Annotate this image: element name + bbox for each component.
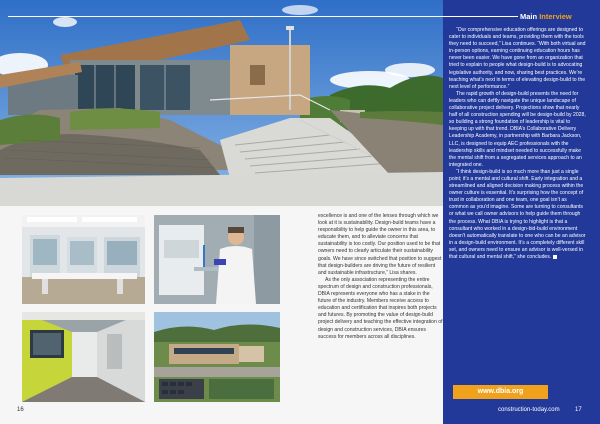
corridor-photo — [22, 312, 145, 402]
header-word-interview: Interview — [539, 12, 572, 21]
hero-photo — [0, 0, 443, 206]
end-mark-icon — [553, 255, 557, 259]
aerial-photo — [154, 312, 280, 402]
column-paragraph: As the only association representing the entire spectrum of design and construction professionals, DBIA represents everyone who has a stake in the future of the industry. Members receive access to education and certification that inspires both projects and futures. By promoting the value of design-build project delivery and teaching the effective integration of design and construction services, DBIA ensures success for members across all disciplines. — [318, 276, 443, 340]
panel-paragraph: “Our comprehensive education offerings are designed to cater to individuals and teams, providing them with the tools they need to succeed,” Lisa continues. “With both virtual and in-person options, earning continuing education hours has never been easier. We have gone from an organization that tried to explain to people what design-build is to advocating legislative authority, and now, sharing best practices. We’re teaching what’s next in terms of elevating design-build to the next level of performance.” — [449, 27, 586, 90]
article-column — [318, 213, 443, 403]
column-paragraph: excellence is and one of the lenses through which we look at it is sustainability. Design-build teams have a responsibility to help guide the owner in this area, to educate them, and to alleviate concerns that sustainability is too costly. Our position used to be that owners need to clearly articulate their sustainability goals. We have since switched that position to suggest that design-builders are driving the future of resilient and sustainable infrastructure,” Lisa shares. — [318, 213, 442, 276]
panel-paragraph-text: “I think design-build is so much more than just a single point; it’s a mental and cultural shift. Early integration and a streamlined and aligned decision making process within the owner culture is essential. It’s surprising how the concept of trust in collaboration and one team, one goal isn’t as common as you’d imagine. Some are turning to consultants or what we call owner advisors to help guide them through the process. What DBIA is trying to highlight is that a consultant who worked in a design-bid-build environment doesn’t automatically translate to one who can be an advisor in a design-build environment. It’s a completely different skill set, and owners need to ensure an advisor is well-versed in that cultural and mental shift,” she concludes. — [449, 168, 586, 260]
panel-paragraph: The rapid growth of design-build presents the need for leaders who can deftly navigate the unique landscape of collaborative project delivery. Projections show that nearly half of all construction spending will be design-build by 2028, so building a strong foundation of leadership is vital to keeping up with that trend. DBIA’s Collaborative Delivery Leadership Academy, in partnership with Barbara Jackson, LLC, is designed to equip AEC professionals with the leadership skills and mindset needed to successfully make the mental shift from a segregated services approach to an integrated one. — [449, 90, 586, 168]
website-link[interactable]: www.dbia.org — [453, 385, 548, 399]
section-header — [520, 12, 572, 21]
scientist-photo — [154, 215, 280, 304]
page-number-left: 16 — [17, 407, 24, 413]
header-rule — [8, 16, 518, 17]
header-word-main: Main — [520, 12, 538, 21]
page-number-right: 17 — [575, 407, 582, 413]
panel-article-text — [449, 27, 587, 387]
site-url: construction-today.com — [498, 407, 560, 413]
lab-photo — [22, 215, 145, 304]
panel-paragraph — [449, 169, 587, 261]
